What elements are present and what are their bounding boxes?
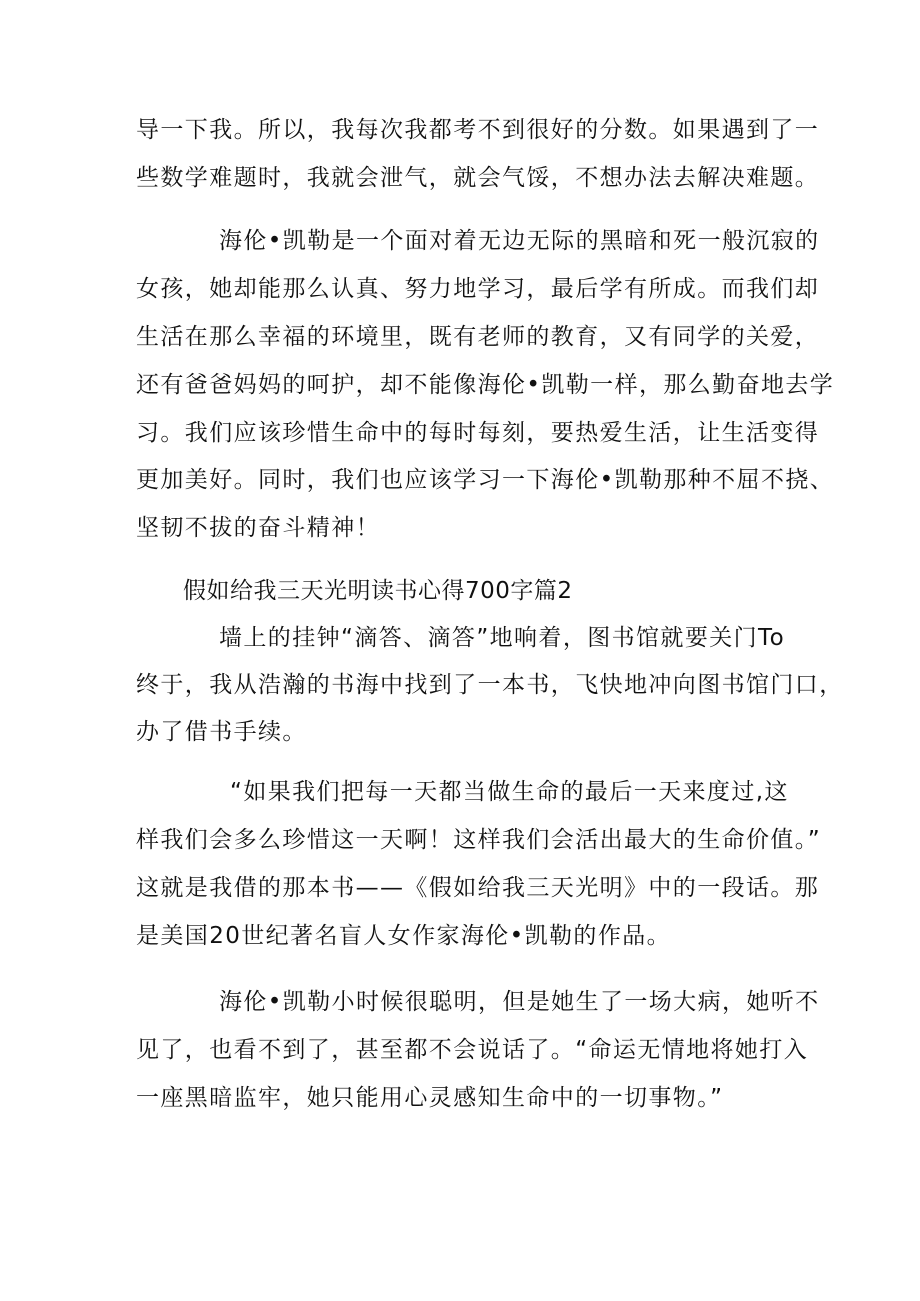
- paragraph-5-line-2: 见了，也看不到了，甚至都不会说话了。“命运无情地将她打入: [136, 1037, 809, 1063]
- paragraph-3-line-1: 墙上的挂钟“滴答、滴答”地响着，图书馆就要关门To: [219, 625, 786, 651]
- paragraph-4-line-1: “如果我们把每一天都当做生命的最后一天来度过,这: [230, 779, 789, 805]
- paragraph-2-line-4: 还有爸爸妈妈的呵护，却不能像海伦•凯勒一样，那么勤奋地去学: [136, 372, 835, 398]
- paragraph-5-line-3: 一座黑暗监牢，她只能用心灵感知生命中的一切事物。”: [136, 1085, 724, 1111]
- paragraph-4-line-2: 样我们会多么珍惜这一天啊！这样我们会活出最大的生命价值。”: [136, 827, 822, 853]
- paragraph-4-line-4: 是美国20世纪著名盲人女作家海伦•凯勒的作品。: [136, 923, 672, 949]
- section-heading: 假如给我三天光明读书心得700字篇2: [183, 578, 573, 604]
- paragraph-3-line-2: 终于，我从浩瀚的书海中找到了一本书，飞快地冲向图书馆门口，: [136, 672, 844, 698]
- paragraph-2-line-5: 习。我们应该珍惜生命中的每时每刻，要热爱生活，让生活变得: [136, 420, 820, 446]
- paragraph-1-line-2: 些数学难题时，我就会泄气，就会气馁，不想办法去解决难题。: [136, 165, 820, 191]
- paragraph-3-line-3: 办了借书手续。: [136, 719, 307, 745]
- paragraph-2-line-1: 海伦•凯勒是一个面对着无边无际的黑暗和死一般沉寂的: [219, 228, 820, 254]
- paragraph-1-line-1: 导一下我。所以，我每次我都考不到很好的分数。如果遇到了一: [136, 117, 820, 143]
- paragraph-2-line-3: 生活在那么幸福的环境里，既有老师的教育，又有同学的关爱，: [136, 324, 820, 350]
- paragraph-4-line-3: 这就是我借的那本书——《假如给我三天光明》中的一段话。那: [136, 875, 820, 901]
- paragraph-5-line-1: 海伦•凯勒小时候很聪明，但是她生了一场大病，她听不: [219, 989, 820, 1015]
- paragraph-2-line-7: 坚韧不拔的奋斗精神！: [136, 515, 380, 541]
- paragraph-2-line-6: 更加美好。同时，我们也应该学习一下海伦•凯勒那种不屈不挠、: [136, 467, 835, 493]
- paragraph-2-line-2: 女孩，她却能那么认真、努力地学习，最后学有所成。而我们却: [136, 276, 820, 302]
